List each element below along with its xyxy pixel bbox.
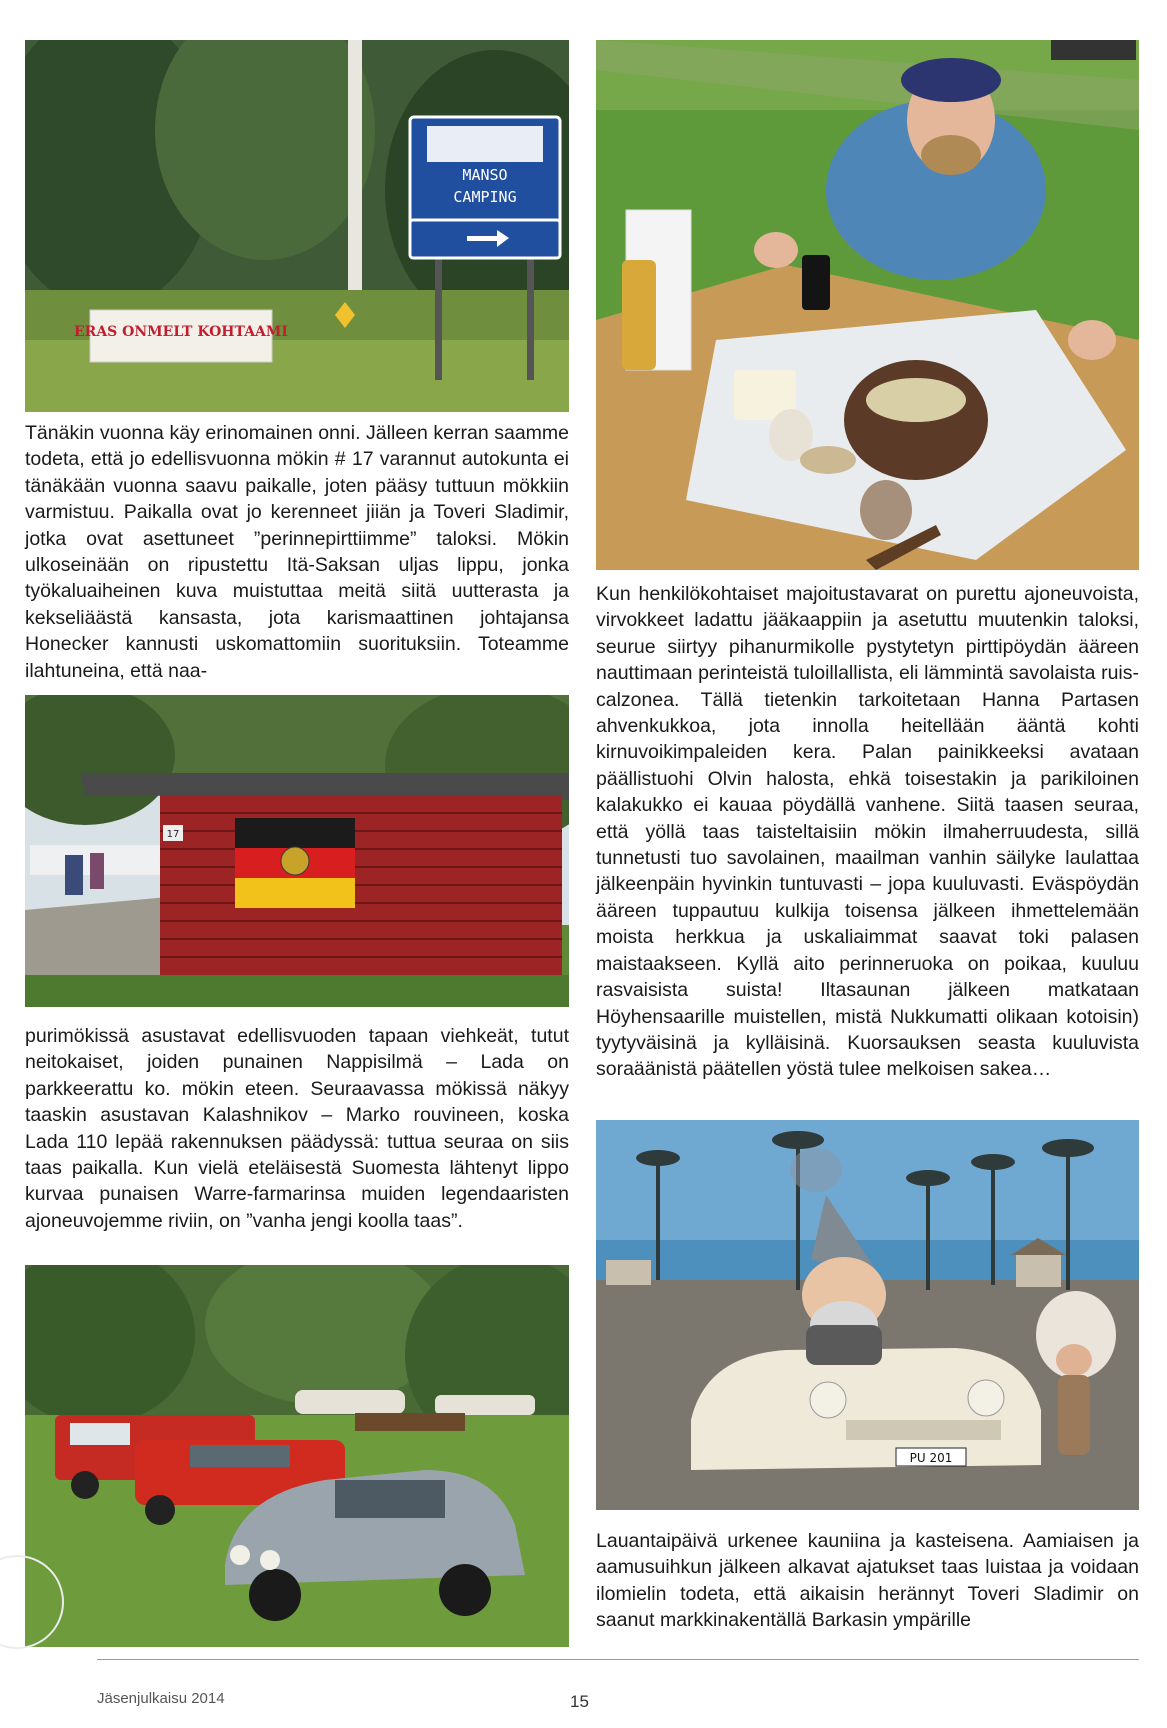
cabin-number-text: 17	[166, 829, 180, 840]
footer-publication: Jäsenjulkaisu 2014	[97, 1690, 225, 1707]
article-right-paragraph-2: Lauantaipäivä urkenee kauniina ja kasteisena. Aamiaisen ja aamusuihkun jälkeen alkavat ajatukset taas luistaa ja voidaan ilomielin todeta, että aikaisin herännyt Toveri Sladimir on saanut markkinakentällä Barkasin ympärille	[596, 1530, 1139, 1632]
banner-text: ERAS ONMELT KOHTAAMI	[74, 324, 288, 340]
article-right-paragraph-1: Kun henkilökohtaiset majoitustavarat on purettu ajoneuvoista, virvokkeet ladattu jääkaappiin ja asetuttu muutenkin taloksi, seurue siirtyy pihanurmikolle pystytetyn pirttipöydän ääreen nauttimaan perinteistä tuloillallista, eli lämmintä savolaista ruis-calzonea. Tällä tietenkin tarkoitetaan Hanna Partasen ahvenkukkoa, jota innolla heitellään ääntä kohti kirnuvoikimpaleiden kera. Palan painikkeeksi avataan päällistuohi Olvin halosta, ehkä toisestakin ja parikiloinen kalakukko ei kauaa pöydällä vanhene. Siitä taasen seuraa, että yöllä taas taisteltaisiin mökin ilmaherruudesta, sillä tunnetusti tuo savolainen, maailman vanhin säilyke laulattaa jälkeenpäin hyvinkin tuntuvasti – jopa kuuluvasti. Eväspöydän ääreen tuppautuu kulkija toisensa jälkeen ihmettelemään moista herkkua ja uskaliaimmat saavat toki palasen maistaakseen. Kyllä aito perinneruoka on poikaa, kuuluu rasvaisista suista! Iltasaunan jälkeen matkataan Höyhensaarille muistellen, mistä Nukkumatti olikaan kotoisin) tyytyväisinä ja kylläisinä. Kuorsauksen seasta kuuluvista soraäänistä päätellen yöstä tulee melkoisen sakea…	[596, 583, 1139, 1081]
sign-text-line2: CAMPING	[453, 188, 517, 206]
photo-vintage-cars	[25, 1265, 569, 1647]
photo-red-cabin-flag	[25, 695, 569, 1007]
article-left-paragraph-1: Tänäkin vuonna käy erinomainen onni. Jälleen kerran saamme todeta, että jo edellisvuonna mökin # 17 varannut autokunta ei tänäkään vuonna saavu paikalle, joten pääsy tuttuun mökkiin varmistuu. Paikalla ovat jo kerenneet jiiän ja Toveri Sladimir, jotka ovat asettuneet ”perinnepirttiimme” taloksi. Mökin ulkoseinään on ripustettu Itä-Saksan uljas lippu, jonka työkaluaiheinen kuva muistuttaa meitä siitä uutterasta ja kekseliäästä kansasta, jota karismaattinen johtajansa Honecker kannusti uskomattomiin suorituksiin. Toteamme ilahtuneina, että naa-	[25, 422, 569, 682]
license-plate-text: PU 201	[909, 1451, 953, 1465]
page-number: 15	[570, 1692, 589, 1711]
photo-picnic-table	[596, 40, 1139, 570]
photo-sandman-puppet-car	[596, 1120, 1139, 1510]
photo-manso-camping-sign	[25, 40, 569, 412]
footer-divider	[97, 1659, 1139, 1660]
article-left-paragraph-2: purimökissä asustavat edellisvuoden tapaan viehkeät, tutut neitokaiset, joiden punainen Nappisilmä – Lada on parkkeerattu ko. mökin eteen. Seuraavassa mökissä näkyy taaskin asustavan Kalashnikov – Marko rouvineen, koska Lada 110 lepää rakennuksen päädyssä: tuttua seuraa on siis taas paikalla. Kun vielä eteläisestä Suomesta lähtenyt lippo kurvaa punaisen Warre-farmarinsa muiden legendaaristen ajoneuvojemme riviin, on ”vanha jengi koolla taas”.	[25, 1025, 569, 1232]
sign-text-line1: MANSO	[462, 166, 508, 184]
